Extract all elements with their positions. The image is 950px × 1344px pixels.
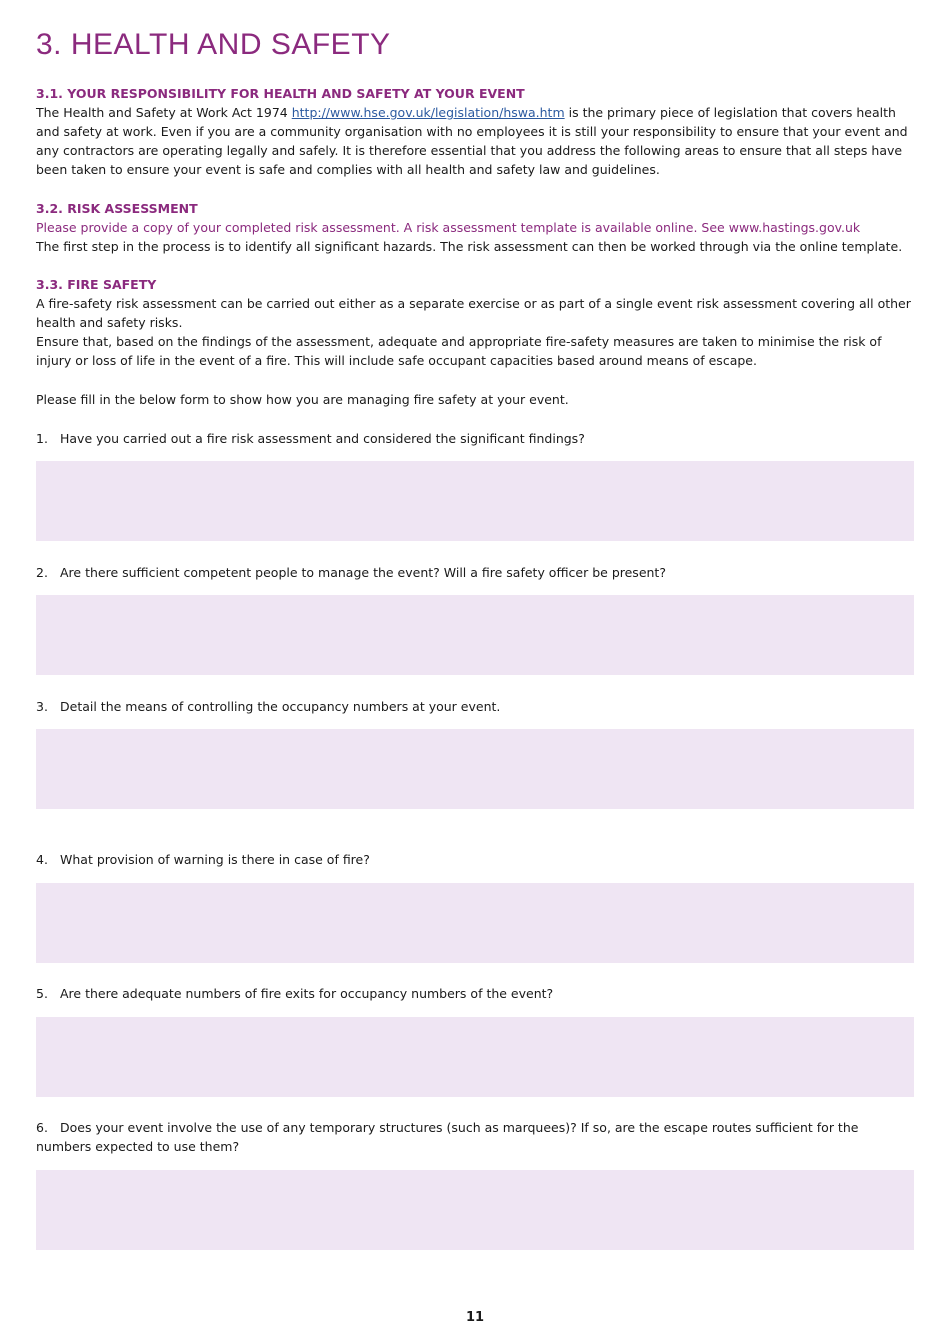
answer-field-4[interactable] [36,883,914,963]
question-4 [36,850,914,869]
question-text: Does your event involve the use of any temporary structures (such as marquees)? If so, are the escape routes sufficient for the numbers expected to use them? [36,1120,859,1154]
question-number: 3. [36,699,48,714]
question-text: What provision of warning is there in case of fire? [60,852,370,867]
question-3 [36,697,914,716]
answer-field-3[interactable] [36,729,914,809]
page-number: 11 [465,1310,485,1325]
page-title: 3. HEALTH AND SAFETY [36,28,391,61]
risk-note: Please provide a copy of your completed risk assessment. A risk assessment template is available online. See www.hastings.gov.uk [36,220,861,235]
question-number: 5. [36,986,48,1001]
risk-text: The first step in the process is to identify all significant hazards. The risk assessment can then be worked through via the online template. [36,239,903,254]
fire-text-2: Ensure that, based on the findings of the assessment, adequate and appropriate fire-safety measures are taken to minimise the risk of injury or loss of life in the event of a fire. This will include safe occupant capacities based around means of escape. [36,334,882,368]
question-2 [36,563,914,582]
text-part: is the primary piece of legislation that covers health and safety at work. Even if you are a community organisation with no employees it is still your responsibility to ensure that your event and any contractors are operating legally and safely. It is therefore essential that you address the following areas to ensure that all steps have been taken to ensure your event is safe and complies with all health and safety law and guidelines. [36,105,908,177]
answer-field-5[interactable] [36,1017,914,1097]
section-heading: 3.3. FIRE SAFETY [36,277,157,292]
section-risk-assessment [36,199,914,256]
question-text: Are there sufficient competent people to manage the event? Will a fire safety officer be present? [60,565,666,580]
text-part: The Health and Safety at Work Act 1974 [36,105,292,120]
section-fire-safety [36,275,914,370]
question-number: 4. [36,852,48,867]
question-6 [36,1118,914,1156]
answer-field-6[interactable] [36,1170,914,1250]
question-text: Have you carried out a fire risk assessment and considered the significant findings? [60,431,585,446]
section-responsibility [36,84,914,179]
answer-field-1[interactable] [36,461,914,541]
question-number: 6. [36,1120,48,1135]
section-heading: 3.1. YOUR RESPONSIBILITY FOR HEALTH AND SAFETY AT YOUR EVENT [36,86,525,101]
question-1 [36,429,914,448]
hswa-link[interactable]: http://www.hse.gov.uk/legislation/hswa.htm [291,105,565,120]
form-intro-text: Please fill in the below form to show how you are managing fire safety at your event. [36,392,569,407]
section-heading: 3.2. RISK ASSESSMENT [36,201,198,216]
question-5 [36,984,914,1003]
question-text: Detail the means of controlling the occupancy numbers at your event. [60,699,501,714]
answer-field-2[interactable] [36,595,914,675]
question-number: 2. [36,565,48,580]
form-intro [36,390,914,409]
fire-text-1: A fire-safety risk assessment can be carried out either as a separate exercise or as part of a single event risk assessment covering all other health and safety risks. [36,296,911,330]
question-number: 1. [36,431,48,446]
question-text: Are there adequate numbers of fire exits for occupancy numbers of the event? [60,986,554,1001]
section-text [36,103,914,179]
